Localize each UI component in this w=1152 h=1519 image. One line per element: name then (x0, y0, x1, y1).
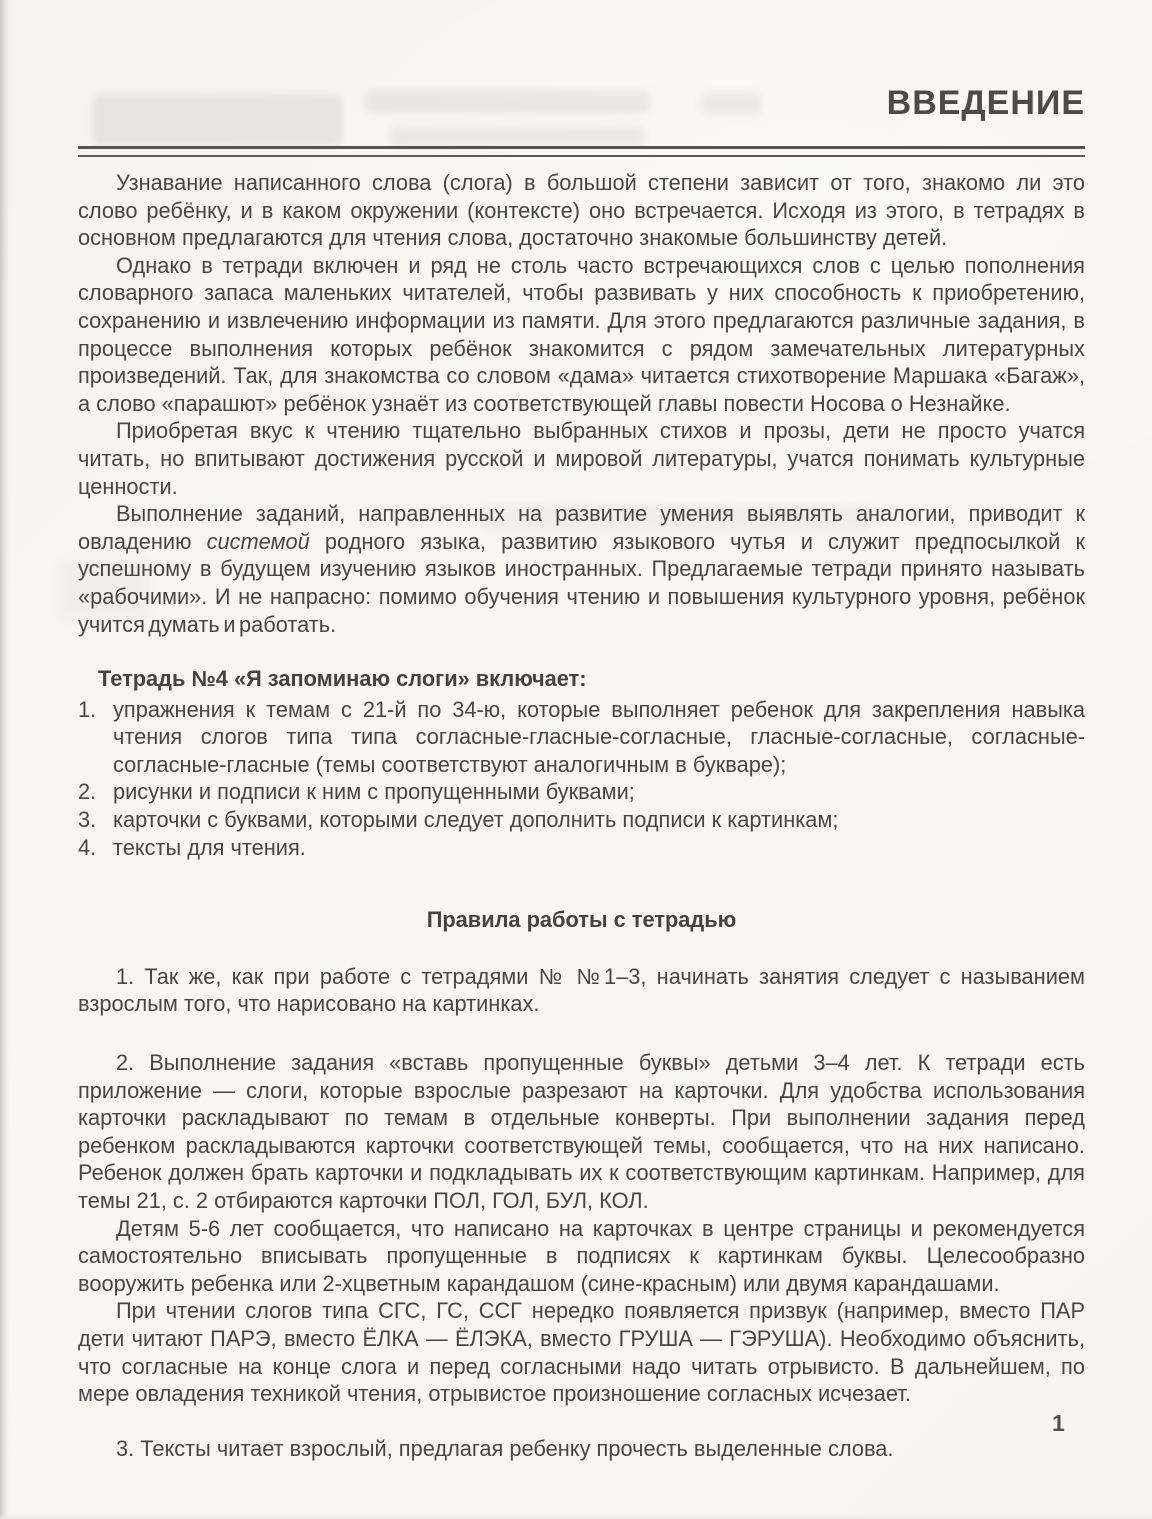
page-title: ВВЕДЕНИЕ (886, 84, 1085, 122)
paragraph-text: Выполнение заданий, направленных на развитие умения выявлять аналогии, приводит к овладению (78, 501, 1085, 554)
rules-paragraph-1: 1. Так же, как при работе с тетрадями № №1–3, начинать занятия следует с называнием взрослым того, что нарисовано на картинках. (78, 963, 1085, 1017)
rules-paragraph-2: 2. Выполнение задания «вставь пропущенные буквы» детьми 3–4 лет. К тетради есть приложение — слоги, которые взрослые разрезают на карточки. Для удобства использования карточки раскладывают по темам в отдельные конверты. При выполнении задания перед ребенком раскладываются карточки соответствующей темы, сообщается, что на них написано. Ребенок должен брать карточки и подкладывать их к соответствующим картинкам. Например, для темы 21, с. 2 отбираются карточки ПОЛ, ГОЛ, БУЛ, КОЛ. (78, 1050, 1085, 1213)
intro-paragraph-1: Узнавание написанного слова (слога) в большой степени зависит от того, знакомо ли это слово ребёнку, и в каком окружении (контексте) оно встречается. Исходя из этого, в тетрадях в основном предлагаются для чтения слова, достаточно знакомые большинству детей. (78, 170, 1085, 251)
notebook-section-heading: Тетрадь №4 «Я запоминаю слоги» включает: (98, 666, 587, 692)
italic-word: системой (206, 528, 310, 554)
list-item (78, 696, 1085, 779)
list-item (78, 806, 1085, 834)
list-item (78, 834, 1085, 862)
list-item-number: 1. (78, 696, 97, 722)
list-item-number: 2. (78, 779, 97, 805)
paragraph-text: родного языка, развитию языкового чутья и служит предпосылкой к успешному в будущем изучению языков иностранных. Предлагаемые тетради принято называть «рабочими». И не напрасно: помимо обучения чтению и повышения культурного уровня, ребёнок учится думать и работать. (78, 528, 1085, 637)
notebook-contents-list (78, 696, 1085, 862)
scanned-page-content (78, 85, 1085, 1462)
list-item-number: 3. (78, 807, 97, 833)
list-item-text: карточки с буквами, которыми следует дополнить подписи к картинкам; (113, 807, 839, 833)
intro-paragraph-4 (78, 500, 1085, 638)
title-double-rule (78, 146, 1085, 157)
intro-paragraph-2: Однако в тетради включен и ряд не столь часто встречающихся слов с целью пополнения словарного запаса маленьких читателей, чтобы развивать у них способность к приобретению, сохранению и извлечению информации из памяти. Для этого предлагаются различные задания, в процессе выполнения которых ребёнок знакомится с рядом замечательных литературных произведений. Так, для знакомства со словом «дама» читается стихотворение Маршака «Багаж», а слово «парашют» ребёнок узнаёт из соответствующей главы повести Носова о Незнайке. (78, 252, 1085, 416)
rules-paragraph-3: Детям 5-6 лет сообщается, что написано на карточках в центре страницы и рекомендуется самостоятельно вписывать пропущенные в подписях к картинкам буквы. Целесообразно вооружить ребенка или 2-хцветным карандашом (сине-красным) или двумя карандашами. (78, 1215, 1085, 1296)
page-left-edge-shadow (0, 0, 9, 1519)
page-number: 1 (1052, 1410, 1065, 1436)
list-item-number: 4. (78, 834, 97, 860)
list-item-text: тексты для чтения. (113, 834, 306, 860)
intro-paragraph-3: Приобретая вкус к чтению тщательно выбранных стихов и прозы, дети не просто учатся читать, но впитывают достижения русской и мировой литературы, учатся понимать культурные ценности. (78, 418, 1085, 499)
list-item-text: упражнения к темам с 21-й по 34-ю, которые выполняет ребенок для закрепления навыка чтения слогов типа типа согласные-гласные-согласные, гласные-согласные, согласные-согласные-гласные (темы соответствуют аналогичным в букваре); (113, 696, 1085, 777)
page-bottom-edge-shadow (0, 1514, 1152, 1519)
rules-paragraph-4: При чтении слогов типа СГС, ГС, ССГ нередко появляется призвук (например, вместо ПАР дети читают ПАРЭ, вместо ЁЛКА — ЁЛЭКА, вместо ГРУША — ГЭРУША). Необходимо объяснить, что согласные на конце слога и перед согласными надо читать отрывисто. В дальнейшем, по мере овладения техникой чтения, отрывистое произношение согласных исчезает. (78, 1298, 1085, 1407)
document-body (78, 169, 1085, 1462)
list-item-text: рисунки и подписи к ним с пропущенными буквами; (113, 779, 635, 805)
rules-section-heading: Правила работы с тетрадью (426, 907, 737, 933)
list-item (78, 778, 1085, 806)
rules-paragraph-5: 3. Тексты читает взрослый, предлагая ребенку прочесть выделенные слова. (116, 1435, 894, 1461)
